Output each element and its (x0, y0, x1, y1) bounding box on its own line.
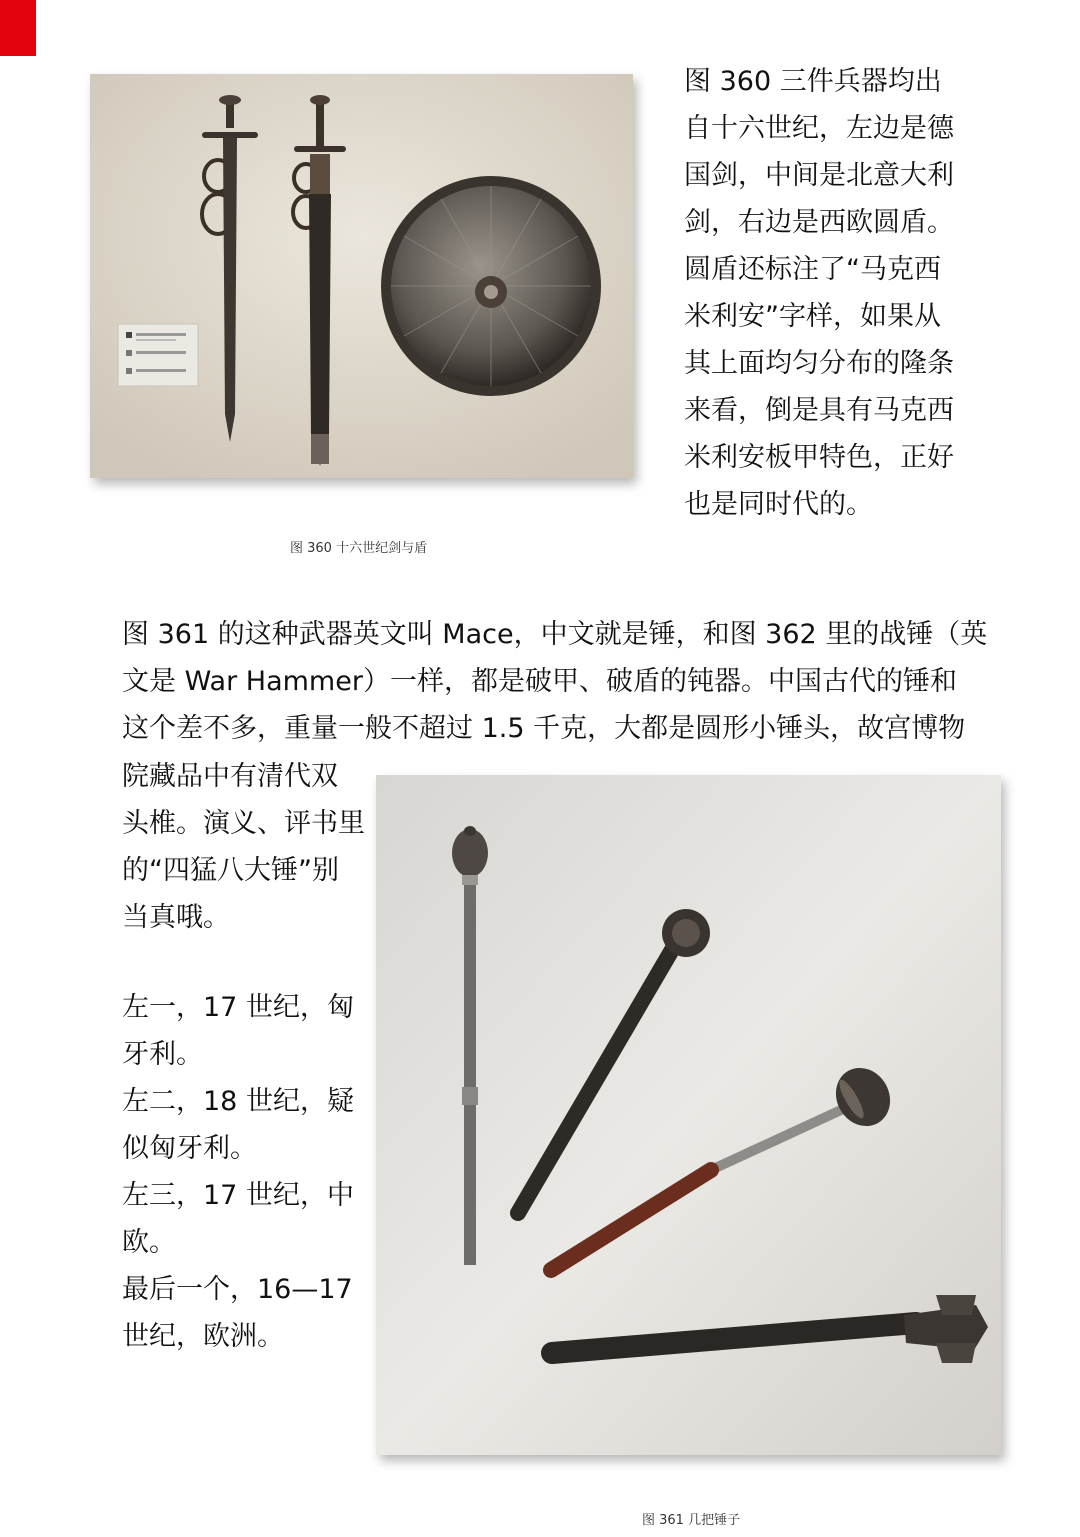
description-line: 来看，倒是具有马克西 (684, 395, 954, 426)
photo-swords-and-shield (90, 74, 633, 478)
list-line: 左一，17 世纪，匈 (122, 992, 354, 1023)
description-line: 米利安”字样，如果从 (684, 301, 941, 332)
list-line: 似匈牙利。 (122, 1133, 257, 1164)
list-line: 左三，17 世纪，中 (122, 1180, 354, 1211)
description-line: 其上面均匀分布的隆条 (684, 348, 954, 379)
intro-line: 文是 War Hammer）一样，都是破甲、破盾的钝器。中国古代的锤和 (122, 666, 957, 697)
description-line: 米利安板甲特色，正好 (684, 442, 954, 473)
description-line: 剑，右边是西欧圆盾。 (684, 207, 954, 238)
figure-360-description (684, 58, 974, 528)
list-line: 最后一个，16—17 (122, 1274, 353, 1305)
intro-line: 这个差不多，重量一般不超过 1.5 千克，大都是圆形小锤头，故宫博物 (122, 713, 966, 744)
figure-360-caption: 图 360 十六世纪剑与盾 (290, 541, 428, 556)
figure-361-intro (122, 611, 988, 752)
figure-361-caption: 图 361 几把锤子 (642, 1513, 741, 1528)
list-line: 世纪，欧洲。 (122, 1321, 284, 1352)
description-line: 也是同时代的。 (684, 489, 873, 520)
list-line: 左二，18 世纪，疑 (122, 1086, 354, 1117)
side-line: 头椎。演义、评书里 (122, 808, 365, 839)
side-line: 的“四猛八大锤”别 (122, 855, 339, 886)
intro-line: 图 361 的这种武器英文叫 Mace，中文就是锤，和图 362 里的战锤（英 (122, 619, 988, 650)
figure-361-side-text (122, 753, 365, 941)
description-line: 图 360 三件兵器均出 (684, 66, 942, 97)
photo-maces (376, 775, 1001, 1455)
museum-label-card (118, 324, 198, 386)
round-shield (381, 176, 601, 396)
description-line: 自十六世纪，左边是德 (684, 113, 954, 144)
list-line: 牙利。 (122, 1039, 203, 1070)
description-line: 国剑，中间是北意大利 (684, 160, 954, 191)
red-corner-mark (0, 0, 36, 56)
figure-361-item-list (122, 984, 362, 1360)
list-line: 欧。 (122, 1227, 176, 1258)
description-line: 圆盾还标注了“马克西 (684, 254, 941, 285)
side-line: 当真哦。 (122, 902, 230, 933)
side-line: 院藏品中有清代双 (122, 761, 338, 792)
